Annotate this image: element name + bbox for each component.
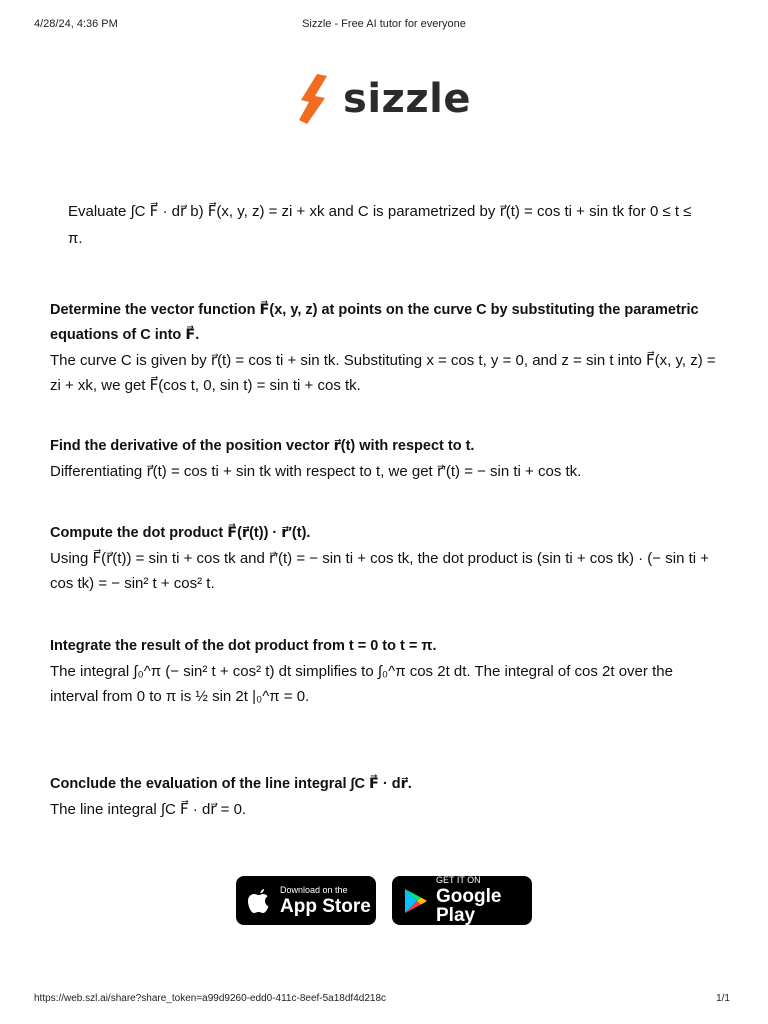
app-store-badges: [0, 876, 768, 925]
step-body: Differentiating r⃗(t) = cos ti + sin tk with respect to t, we get r⃗′(t) = − sin ti + cos tk.: [50, 463, 582, 480]
step-4: [50, 634, 720, 709]
print-page-title: Sizzle - Free AI tutor for everyone: [302, 18, 466, 30]
step-2: [50, 434, 720, 484]
step-1: [50, 298, 720, 398]
step-heading: Find the derivative of the position vector r⃗(t) with respect to t.: [50, 438, 475, 454]
print-datetime: 4/28/24, 4:36 PM: [34, 18, 118, 30]
apple-icon: [246, 887, 272, 915]
google-play-big-text: Google Play: [436, 886, 502, 926]
step-heading: Determine the vector function F⃗(x, y, z) at points on the curve C by substituting the parametric equations of C into F⃗.: [50, 302, 699, 343]
step-heading: Compute the dot product F⃗(r⃗(t)) · r⃗′(t).: [50, 525, 311, 541]
step-body: The integral ∫₀^π (− sin² t + cos² t) dt simplifies to ∫₀^π cos 2t dt. The integral of cos 2t over the interval from 0 to π is ½ sin 2t |₀^π = 0.: [50, 663, 673, 705]
step-body: The line integral ∫C F⃗ · dr⃗ = 0.: [50, 801, 247, 818]
flame-icon: [297, 72, 337, 126]
print-page-number: 1/1: [716, 993, 730, 1004]
step-body: Using F⃗(r⃗(t)) = sin ti + cos tk and r⃗′(t) = − sin ti + cos tk, the dot product is (sin ti + cos tk) · (− sin ti + cos tk) = − sin² t + cos² t.: [50, 550, 710, 592]
step-heading: Conclude the evaluation of the line integral ∫C F⃗ · dr⃗.: [50, 776, 412, 792]
print-url: https://web.szl.ai/share?share_token=a99d9260-edd0-411c-8eef-5a18df4d218c: [34, 993, 387, 1004]
step-body: The curve C is given by r⃗(t) = cos ti + sin tk. Substituting x = cos t, y = 0, and z = sin t into F⃗(x, y, z) = zi + xk, we get F⃗(cos t, 0, sin t) = sin ti + cos tk.: [50, 352, 716, 394]
sizzle-logo[interactable]: [0, 72, 768, 126]
google-play-small-text: GET IT ON: [436, 875, 481, 885]
google-play-icon: [402, 887, 428, 915]
step-5: [50, 772, 720, 822]
problem-statement: Evaluate ∫C F⃗ · dr⃗ b) F⃗(x, y, z) = zi + xk and C is parametrized by r⃗(t) = cos ti + sin tk for 0 ≤ t ≤ π.: [68, 203, 692, 247]
app-store-small-text: Download on the: [280, 884, 348, 895]
brand-name: sizzle: [343, 76, 471, 122]
google-play-button[interactable]: [392, 876, 532, 925]
app-store-big-text: App Store: [280, 895, 371, 917]
app-store-button[interactable]: [236, 876, 376, 925]
step-heading: Integrate the result of the dot product from t = 0 to t = π.: [50, 638, 437, 654]
step-3: [50, 521, 720, 596]
